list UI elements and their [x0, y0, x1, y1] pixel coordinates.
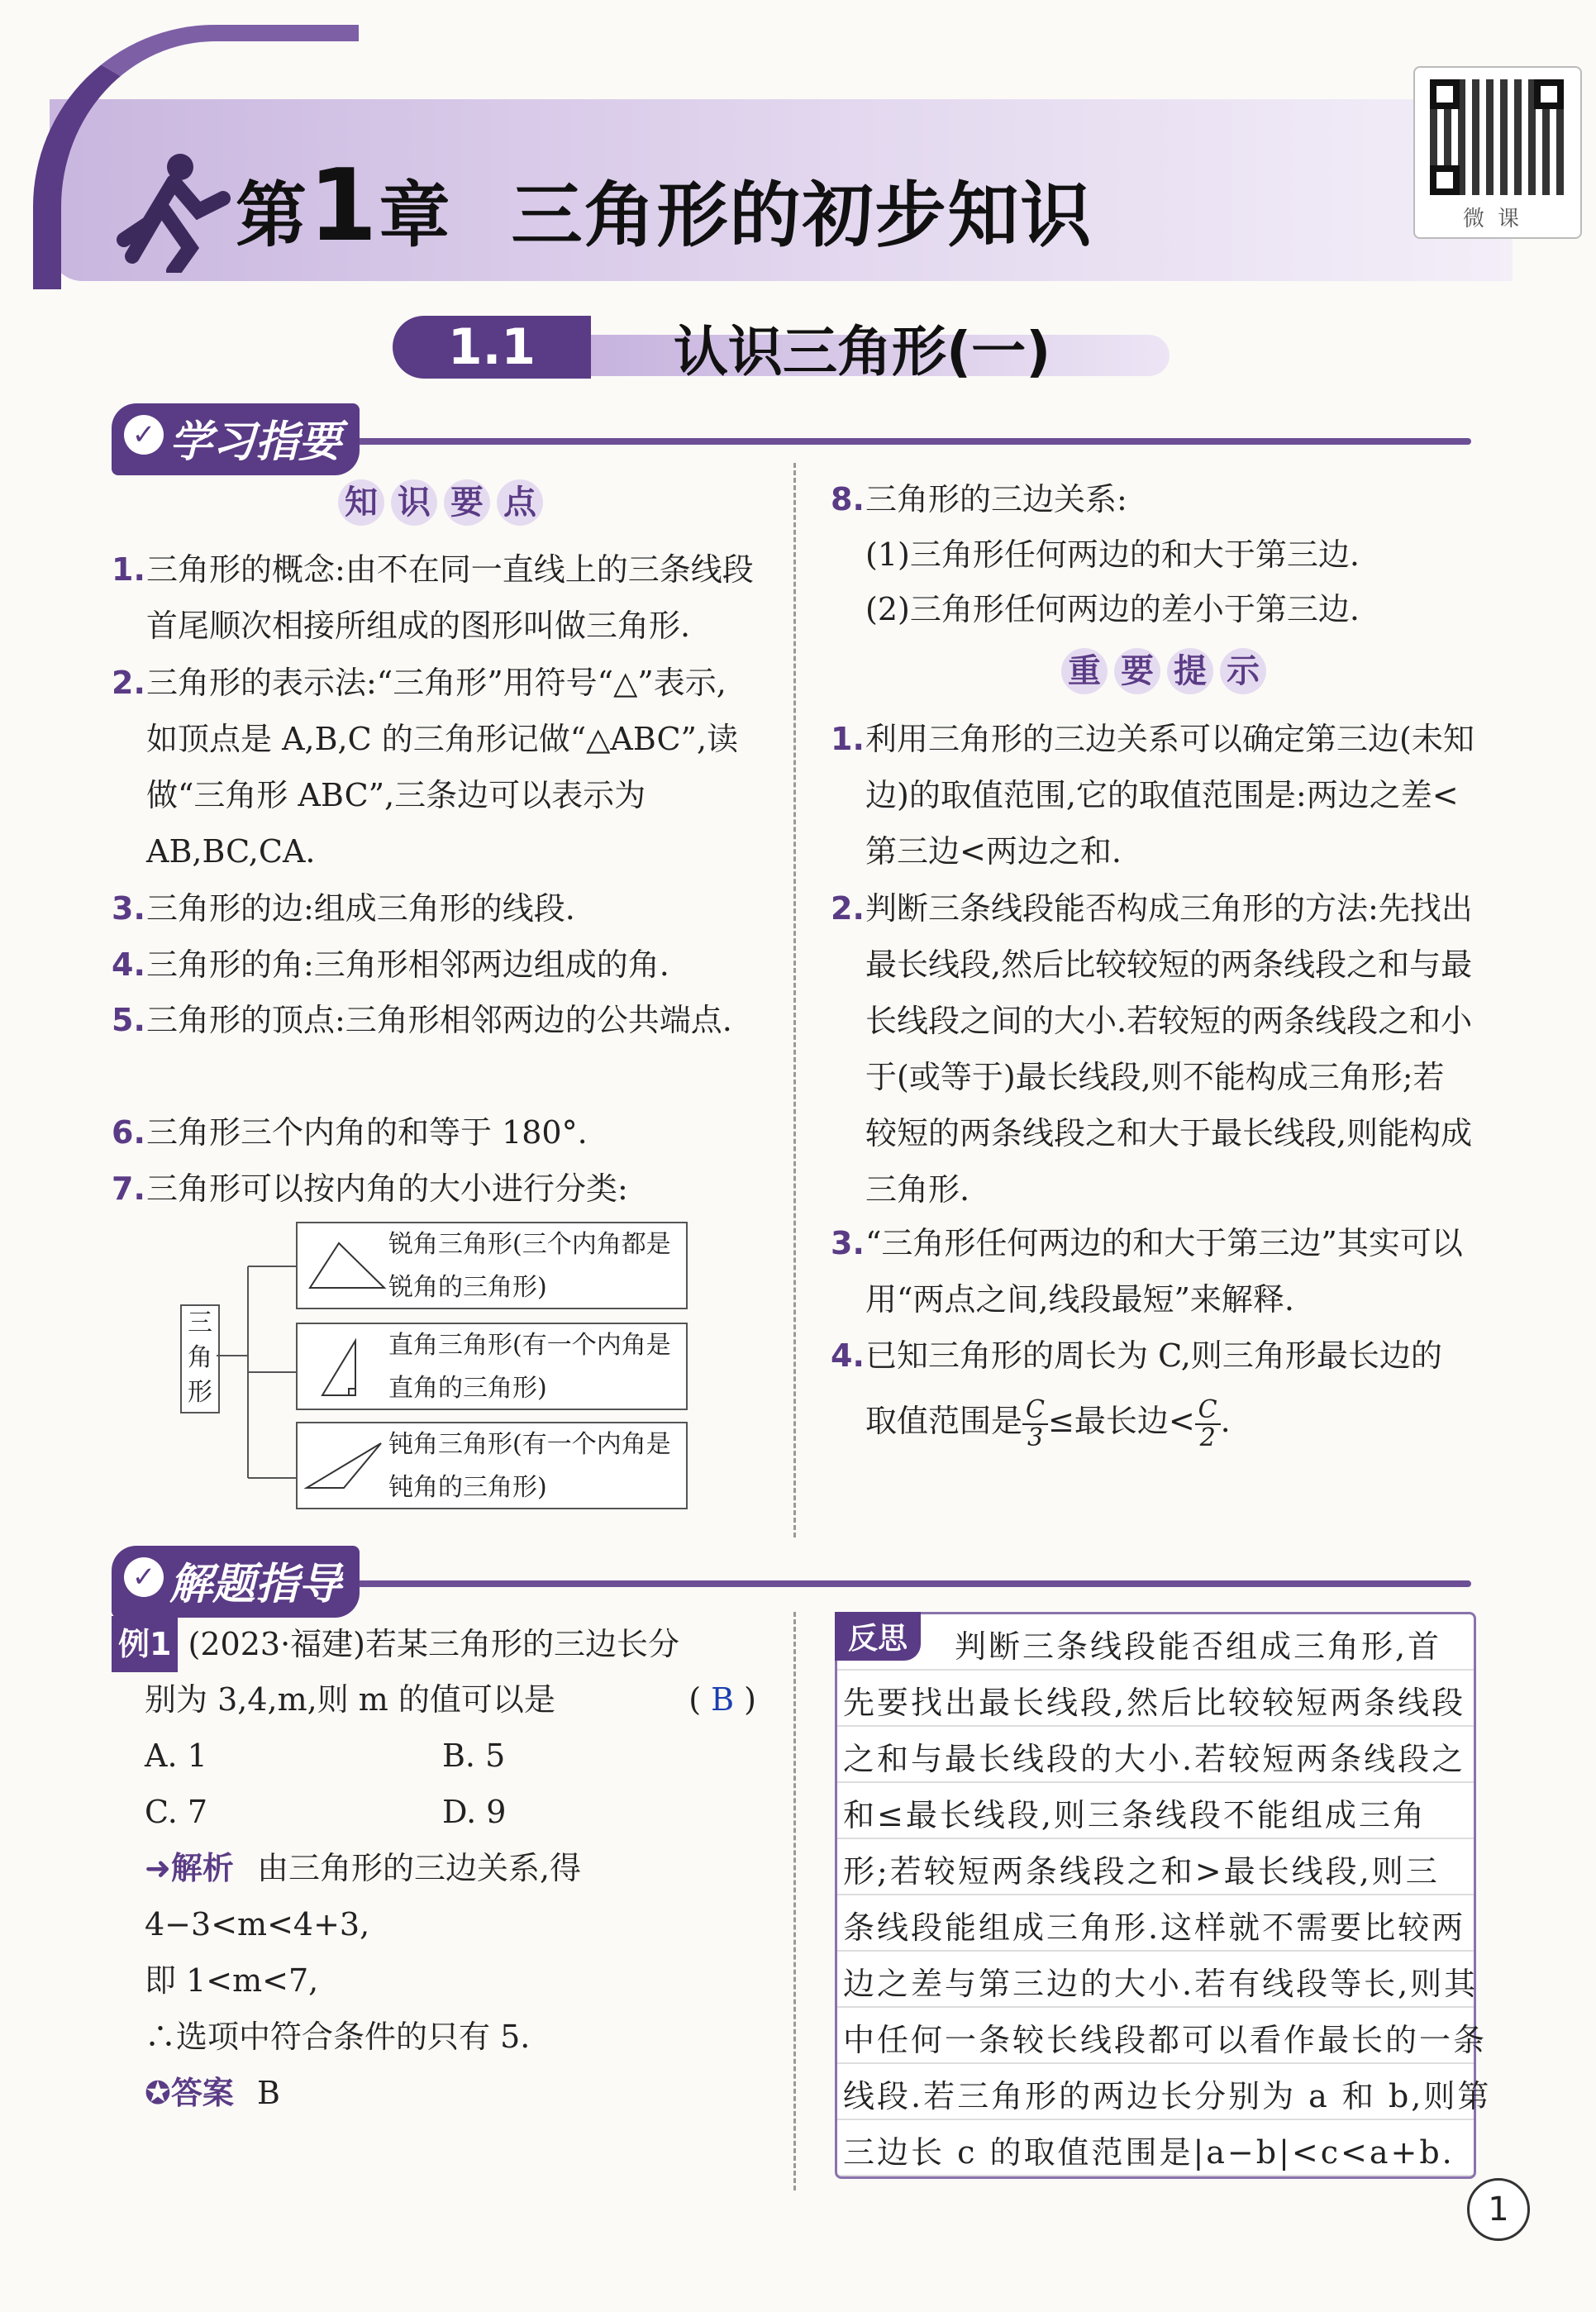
- classify-root: 三角形: [180, 1304, 220, 1413]
- classify-obtuse: 钝角三角形(有一个内角是钝角的三角形): [296, 1422, 688, 1509]
- reflect-line: 边之差与第三边的大小.若有线段等长,则其: [843, 1966, 1479, 2002]
- reflect-line: 三边长 c 的取值范围是|a−b|<c<a+b.: [843, 2134, 1455, 2171]
- answer-tag: ✪答案: [145, 2075, 234, 2111]
- option-d: D. 9: [442, 1794, 507, 1830]
- knowledge-item-6: 6. 三角形三个内角的和等于 180°.: [112, 1114, 588, 1151]
- analysis-line-4: ∴选项中符合条件的只有 5.: [145, 2019, 531, 2055]
- tip-1: 1. 利用三角形的三边关系可以确定第三边(未知边)的取值范围,它的取值范围是:两边之差<第三边<两边之和.: [831, 721, 1475, 870]
- answer-bracket: B: [711, 1681, 735, 1718]
- solve-banner: 解题指导: [112, 1546, 360, 1618]
- classify-right: 直角三角形(有一个内角是直角的三角形): [296, 1323, 688, 1410]
- reflect-line: 和≤最长线段,则三条线段不能组成三角: [843, 1797, 1427, 1833]
- reflect-line: 先要找出最长线段,然后比较较短两条线段: [843, 1685, 1466, 1721]
- section-number: 1.1: [447, 318, 536, 376]
- qr-label: 微课: [1462, 207, 1532, 231]
- tip-4: 4. 已知三角形的周长为 C,则三角形最长边的: [831, 1337, 1442, 1374]
- reflect-line: 形;若较短两条线段之和>最长线段,则三: [843, 1853, 1440, 1890]
- analysis-line-2: 4−3<m<4+3,: [145, 1906, 370, 1943]
- knowledge-item-4: 4. 三角形的角:三角形相邻两边组成的角.: [112, 946, 669, 983]
- analysis-line-1: ➜解析 由三角形的三边关系,得: [145, 1850, 582, 1886]
- knowledge-item-1: 1. 三角形的概念:由不在同一直线上的三条线段首尾顺次相接所组成的图形叫做三角形.: [112, 551, 754, 644]
- analysis-tag: ➜解析: [145, 1850, 234, 1886]
- knowledge-item-3: 3. 三角形的边:组成三角形的线段.: [112, 890, 575, 927]
- obtuse-triangle-icon: [303, 1437, 385, 1494]
- classify-brackets: [215, 1223, 298, 1504]
- section-title: 认识三角形(一): [674, 320, 1051, 384]
- reflect-line: 中任何一条较长线段都可以看作最长的一条: [843, 2022, 1488, 2058]
- example-question-line-2: 别为 3,4,m,则 m 的值可以是 ( B ): [145, 1681, 756, 1718]
- reflect-line: 条线段能组成三角形.这样就不需要比较两: [843, 1909, 1466, 1946]
- page-number: 1: [1467, 2178, 1530, 2241]
- tips-heading: 重 要 提 示: [1058, 648, 1270, 694]
- right-triangle-icon: [306, 1334, 388, 1400]
- answer-line: ✪答案 B: [145, 2075, 280, 2111]
- reflect-line: 线段.若三角形的两边长分别为 a 和 b,则第: [843, 2078, 1492, 2114]
- reflect-line: 之和与最长线段的大小.若较短两条线段之: [843, 1741, 1466, 1777]
- tip-3: 3. “三角形任何两边的和大于第三边”其实可以用“两点之间,线段最短”来解释.: [831, 1225, 1463, 1318]
- analysis-line-3: 即 1<m<7,: [145, 1962, 319, 1999]
- chapter-heading: 第1章 三角形的初步知识: [236, 149, 1093, 264]
- qr-code[interactable]: [1413, 66, 1582, 239]
- option-c: C. 7: [145, 1794, 208, 1830]
- example-tag: 例1: [112, 1616, 178, 1672]
- option-b: B. 5: [442, 1738, 506, 1774]
- knowledge-item-5: 5. 三角形的顶点:三角形相邻两边的公共端点.: [112, 1002, 732, 1038]
- leaf-icon: ✓: [124, 1557, 164, 1597]
- knowledge-item-8: 8. 三角形的三边关系:: [831, 481, 1127, 517]
- knowledge-item-7: 7. 三角形可以按内角的大小进行分类:: [112, 1170, 628, 1207]
- option-a: A. 1: [145, 1738, 207, 1774]
- column-divider: [793, 463, 796, 1537]
- leaf-icon: ✓: [124, 415, 164, 455]
- classify-acute: 锐角三角形(三个内角都是锐角的三角形): [296, 1222, 688, 1309]
- example-question-line-1: 例1 (2023·福建)若某三角形的三边长分: [112, 1616, 773, 1672]
- knowledge-item-2: 2. 三角形的表示法:“三角形”用符号“△”表示,如顶点是 A,B,C 的三角形记做“△ABC”,读做“三角形 ABC”,三条边可以表示为 AB,BC,CA.: [112, 665, 739, 870]
- column-divider: [793, 1612, 796, 2190]
- guide-banner: 学习指要: [112, 403, 360, 475]
- reflect-line: 判断三条线段能否组成三角形,首: [955, 1628, 1442, 1665]
- runner-icon: [116, 149, 231, 273]
- item-8-sub-1: (1)三角形任何两边的和大于第三边.: [865, 536, 1360, 573]
- acute-triangle-icon: [306, 1237, 388, 1294]
- item-8-sub-2: (2)三角形任何两边的差小于第三边.: [865, 591, 1360, 627]
- chapter-title: 三角形的初步知识: [511, 174, 1093, 257]
- tip-2: 2. 判断三条线段能否构成三角形的方法:先找出最长线段,然后比较较短的两条线段之和与最长线段之间的大小.若较短的两条线段之和小于(或等于)最长线段,则不能构成三角形;若较短的两条线段之和大于最长线段,则能构成三角形.: [831, 890, 1473, 1208]
- tip-4-formula: 取值范围是 $\frac{C}{3}\le$最长边< $\frac{C}{2}$.: [865, 1394, 1231, 1452]
- knowledge-points-heading: 知 识 要 点: [335, 479, 546, 526]
- reflect-tag: 反思: [835, 1612, 921, 1661]
